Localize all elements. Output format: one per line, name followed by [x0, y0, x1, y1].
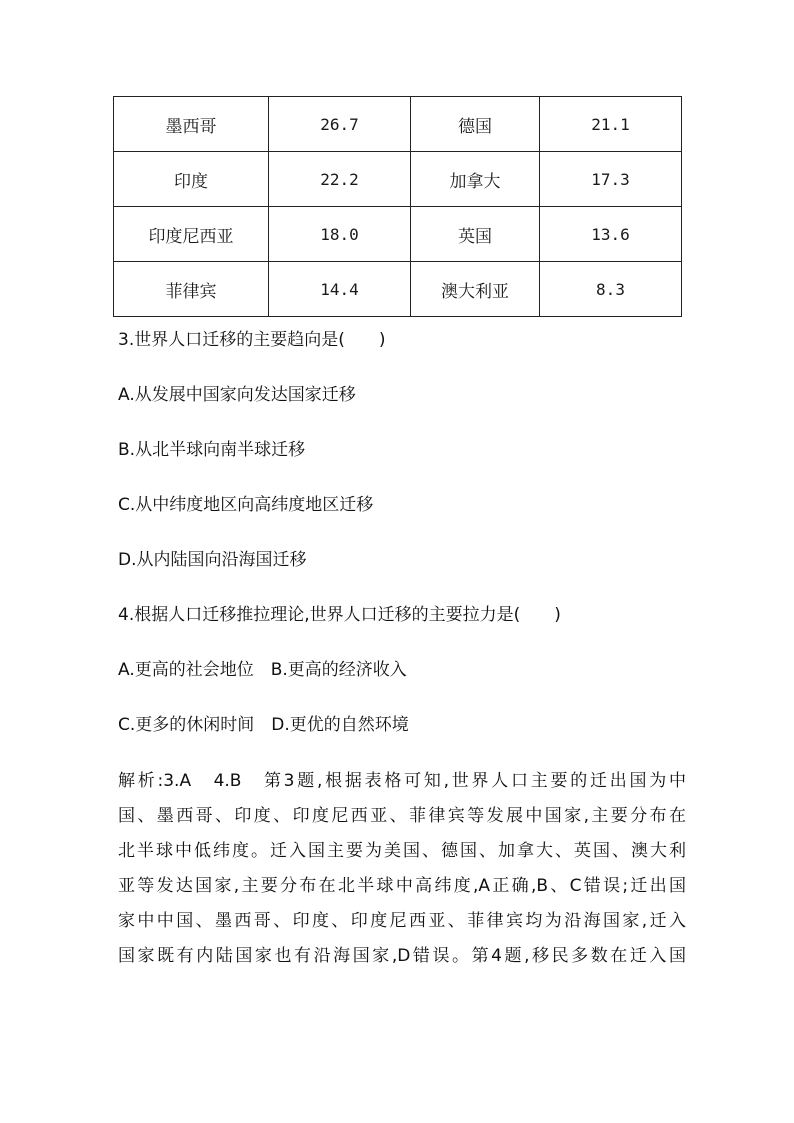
- analysis-line: 亚等发达国家,主要分布在北半球中高纬度,A正确,B、C错误;迁出国: [118, 876, 686, 896]
- question-3-option-b: B.从北半球向南半球迁移: [118, 440, 306, 460]
- table-row: [114, 97, 682, 152]
- table-cell-country: 加拿大: [411, 152, 540, 207]
- question-3-stem: 3.世界人口迁移的主要趋向是( ): [118, 330, 386, 350]
- analysis-line: 家中中国、墨西哥、印度、印度尼西亚、菲律宾均为沿海国家,迁入: [118, 911, 686, 931]
- table-cell-value: 13.6: [540, 207, 682, 262]
- question-4-options-ab: A.更高的社会地位 B.更高的经济收入: [118, 660, 407, 680]
- table-cell-country: 墨西哥: [114, 97, 269, 152]
- table-row: [114, 262, 682, 317]
- table-cell-country: 菲律宾: [114, 262, 269, 317]
- questions-section: [118, 326, 690, 766]
- table-cell-value: 18.0: [269, 207, 411, 262]
- migration-data-table: [113, 96, 682, 317]
- question-4-options-cd: C.更多的休闲时间 D.更优的自然环境: [118, 715, 409, 735]
- table-cell-country: 德国: [411, 97, 540, 152]
- table-cell-country: 印度尼西亚: [114, 207, 269, 262]
- analysis-line: 解析:3.A 4.B 第3题,根据表格可知,世界人口主要的迁出国为中: [118, 771, 686, 791]
- table-row: [114, 152, 682, 207]
- table-row: [114, 207, 682, 262]
- table-cell-value: 22.2: [269, 152, 411, 207]
- question-3-option-d: D.从内陆国向沿海国迁移: [118, 550, 307, 570]
- table-cell-value: 26.7: [269, 97, 411, 152]
- table-cell-country: 澳大利亚: [411, 262, 540, 317]
- table-cell-value: 8.3: [540, 262, 682, 317]
- question-3-option-c: C.从中纬度地区向高纬度地区迁移: [118, 495, 374, 515]
- analysis-line: 国、墨西哥、印度、印度尼西亚、菲律宾等发展中国家,主要分布在: [118, 806, 686, 826]
- question-4-stem: 4.根据人口迁移推拉理论,世界人口迁移的主要拉力是( ): [118, 605, 561, 625]
- question-3-option-a: A.从发展中国家向发达国家迁移: [118, 385, 356, 405]
- table-cell-country: 印度: [114, 152, 269, 207]
- analysis-line: 北半球中低纬度。迁入国主要为美国、德国、加拿大、英国、澳大利: [118, 841, 686, 861]
- analysis-section: [118, 764, 686, 974]
- table-cell-value: 17.3: [540, 152, 682, 207]
- table-cell-value: 21.1: [540, 97, 682, 152]
- table-cell-value: 14.4: [269, 262, 411, 317]
- table-cell-country: 英国: [411, 207, 540, 262]
- analysis-line: 国家既有内陆国家也有沿海国家,D错误。第4题,移民多数在迁入国: [118, 946, 686, 966]
